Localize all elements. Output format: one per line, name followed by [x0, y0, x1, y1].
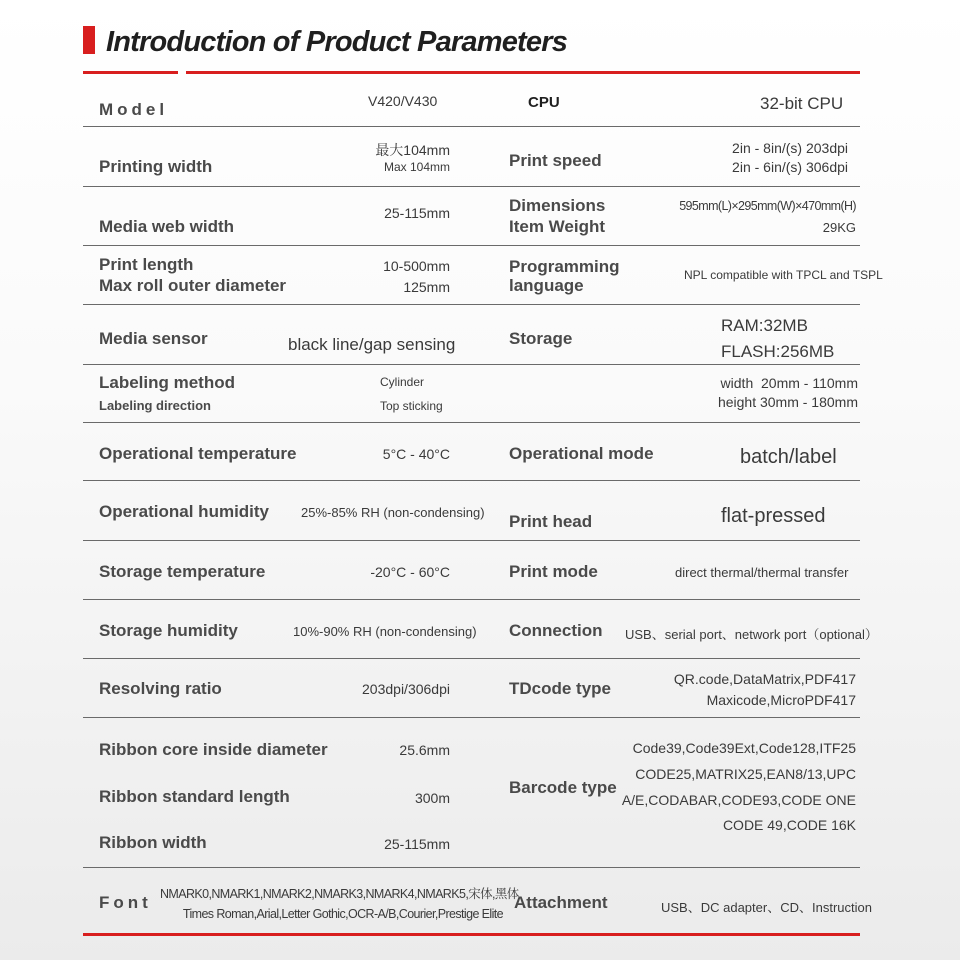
title-underline-right	[186, 71, 860, 74]
title-underline-left	[83, 71, 178, 74]
storage-temperature-label: Storage temperature	[99, 562, 266, 581]
title-accent-bar	[83, 26, 95, 54]
label-height-value: height 30mm - 180mm	[717, 394, 858, 410]
item-weight-label: Item Weight	[509, 217, 606, 236]
ribbon-core-diameter-label: Ribbon core inside diameter	[99, 740, 328, 759]
attachment-value: USB、DC adapter、CD、Instruction	[661, 900, 872, 915]
storage-flash-value: FLASH:256MB	[721, 342, 835, 361]
storage-humidity-label: Storage humidity	[99, 621, 238, 640]
barcode-type-label: Barcode type	[509, 778, 617, 797]
storage-temperature-value: -20°C - 60°C	[370, 564, 450, 580]
ribbon-standard-length-value: 300m	[414, 790, 450, 806]
operational-mode-value: batch/label	[740, 446, 837, 468]
row-divider	[83, 658, 860, 659]
operational-humidity-value: 25%-85% RH (non-condensing)	[301, 505, 485, 520]
print-length-label: Print length	[99, 255, 194, 274]
operational-humidity-label: Operational humidity	[99, 502, 270, 521]
print-head-value: flat-pressed	[721, 505, 826, 527]
ribbon-width-label: Ribbon width	[99, 833, 207, 852]
resolving-ratio-value: 203dpi/306dpi	[362, 681, 450, 697]
row-divider	[83, 186, 860, 187]
programming-label: Programming	[509, 257, 620, 276]
printing-width-value-en: Max 104mm	[383, 160, 450, 174]
ribbon-standard-length-label: Ribbon standard length	[99, 787, 290, 806]
font-value-1: NMARK0,NMARK1,NMARK2,NMARK3,NMARK4,NMARK5,宋体,黑体	[160, 887, 519, 901]
row-divider	[83, 540, 860, 541]
media-web-width-label: Media web width	[99, 217, 235, 236]
max-roll-outer-diameter-value: 125mm	[403, 279, 450, 295]
media-sensor-value: black line/gap sensing	[288, 335, 456, 354]
row-divider	[83, 304, 860, 305]
row-divider	[83, 717, 860, 718]
labeling-direction-label: Labeling direction	[99, 398, 211, 413]
row-divider	[83, 599, 860, 600]
print-mode-label: Print mode	[509, 562, 598, 581]
tdcode-type-value-1: QR.code,DataMatrix,PDF417	[673, 671, 856, 687]
label-width-value: width 20mm - 110mm	[720, 375, 858, 391]
cpu-value: 32-bit CPU	[760, 94, 844, 113]
row-divider	[83, 126, 860, 127]
dimensions-label: Dimensions	[509, 196, 606, 215]
media-web-width-value: 25-115mm	[384, 205, 450, 221]
model-label: Model	[99, 100, 169, 119]
footer-underline	[83, 933, 860, 936]
operational-temperature-value: 5°C - 40°C	[382, 446, 450, 462]
operational-mode-label: Operational mode	[509, 444, 654, 463]
row-divider	[83, 867, 860, 868]
ribbon-width-value: 25-115mm	[384, 836, 450, 852]
print-mode-value: direct thermal/thermal transfer	[675, 565, 849, 580]
resolving-ratio-label: Resolving ratio	[99, 679, 222, 698]
programming-language-value: NPL compatible with TPCL and TSPL	[684, 268, 883, 282]
barcode-type-value-4: CODE 49,CODE 16K	[722, 817, 856, 833]
labeling-method-label: Labeling method	[99, 373, 235, 392]
tdcode-type-value-2: Maxicode,MicroPDF417	[706, 692, 856, 708]
font-value-2: Times Roman,Arial,Letter Gothic,OCR-A/B,Courier,Prestige Elite	[182, 907, 503, 921]
storage-humidity-value: 10%-90% RH (non-condensing)	[293, 624, 477, 639]
connection-label: Connection	[509, 621, 603, 640]
barcode-type-value-2: CODE25,MATRIX25,EAN8/13,UPC	[635, 766, 856, 782]
storage-ram-value: RAM:32MB	[721, 316, 808, 335]
ribbon-core-diameter-value: 25.6mm	[399, 742, 450, 758]
print-speed-value-1: 2in - 8in/(s) 203dpi	[732, 140, 848, 156]
cpu-label: CPU	[528, 94, 560, 111]
model-value: V420/V430	[368, 93, 438, 109]
print-speed-label: Print speed	[509, 151, 602, 170]
attachment-label: Attachment	[514, 893, 608, 912]
media-sensor-label: Media sensor	[99, 329, 208, 348]
row-divider	[83, 364, 860, 365]
font-label: Font	[99, 893, 152, 912]
max-roll-outer-diameter-label: Max roll outer diameter	[99, 276, 287, 295]
labeling-method-value: Cylinder	[380, 375, 425, 389]
item-weight-value: 29KG	[822, 220, 856, 235]
barcode-type-value-1: Code39,Code39Ext,Code128,ITF25	[632, 740, 856, 756]
row-divider	[83, 422, 860, 423]
row-divider	[83, 480, 860, 481]
storage-label: Storage	[509, 329, 573, 348]
language-label: language	[509, 276, 584, 295]
labeling-direction-value: Top sticking	[380, 399, 443, 413]
dimensions-value: 595mm(L)×295mm(W)×470mm(H)	[679, 199, 856, 213]
operational-temperature-label: Operational temperature	[99, 444, 297, 463]
page-title: Introduction of Product Parameters	[106, 26, 568, 58]
connection-value: USB、serial port、network port（optional）	[625, 627, 878, 642]
row-divider	[83, 245, 860, 246]
print-head-label: Print head	[509, 512, 593, 531]
printing-width-value-cn: 最大104mm	[375, 142, 450, 158]
printing-width-label: Printing width	[99, 157, 213, 176]
barcode-type-value-3: A/E,CODABAR,CODE93,CODE ONE	[621, 792, 856, 808]
print-length-value: 10-500mm	[383, 258, 450, 274]
print-speed-value-2: 2in - 6in/(s) 306dpi	[732, 159, 848, 175]
tdcode-type-label: TDcode type	[509, 679, 612, 698]
